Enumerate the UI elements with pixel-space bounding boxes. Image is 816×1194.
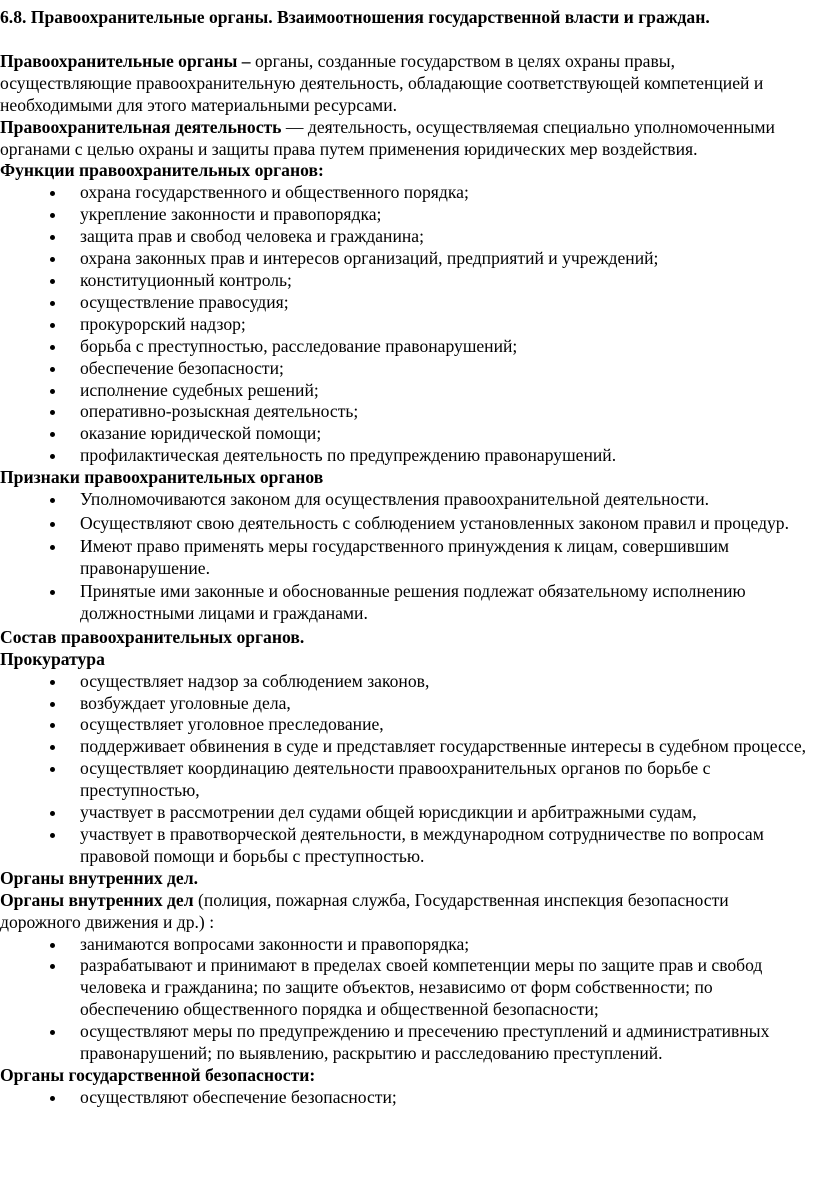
list-item — [0, 358, 808, 380]
definition-term: Правоохранительная деятельность — [0, 116, 282, 137]
bullet-icon — [50, 1096, 55, 1101]
list-item-text: поддерживает обвинения в суде и представляет государственные интересы в судебном процессе, — [80, 736, 807, 757]
list-item — [0, 934, 808, 956]
list-item — [0, 513, 808, 535]
bullet-icon — [50, 590, 55, 595]
definition-text: (полиция, пожарная служба, Государственная инспекция безопасности дорожного движения и др.) : — [0, 889, 729, 932]
functions-heading: Функции правоохранительных органов: — [0, 160, 324, 181]
list-item — [0, 714, 808, 736]
bullet-icon — [50, 1030, 55, 1035]
list-item-text: охрана законных прав и интересов организаций, предприятий и учреждений; — [80, 248, 659, 269]
signs-heading: Признаки правоохранительных органов — [0, 467, 324, 488]
list-item-text: укрепление законности и правопорядка; — [80, 204, 382, 225]
definition-term: Органы внутренних дел — [0, 889, 194, 910]
list-item-text: Имеют право применять меры государственного принуждения к лицам, совершившим правонарушение. — [80, 536, 730, 578]
list-item-text: борьба с преступностью, расследование правонарушений; — [80, 335, 518, 356]
list-item-text: Уполномочиваются законом для осуществления правоохранительной деятельности. — [80, 489, 710, 510]
state-security-heading: Органы государственной безопасности: — [0, 1064, 316, 1085]
bullet-icon — [50, 389, 55, 394]
list-item-text: осуществляет координацию деятельности правоохранительных органов по борьбе с преступностью, — [80, 758, 711, 801]
bullet-icon — [50, 213, 55, 218]
list-item-text: обеспечение безопасности; — [80, 357, 284, 378]
list-item-text: конституционный контроль; — [80, 269, 292, 290]
functions-list — [0, 182, 808, 467]
list-item-text: возбуждает уголовные дела, — [80, 692, 291, 713]
list-item — [0, 182, 808, 204]
bullet-icon — [50, 301, 55, 306]
prosecutor-list — [0, 671, 808, 868]
bullet-icon — [50, 680, 55, 685]
list-item — [0, 802, 808, 824]
composition-heading: Состав правоохранительных органов. — [0, 626, 305, 647]
list-item — [0, 445, 808, 467]
list-item-text: осуществление правосудия; — [80, 291, 289, 312]
list-item — [0, 1021, 808, 1065]
bullet-icon — [50, 522, 55, 527]
list-item — [0, 204, 808, 226]
list-item-text: участвует в правотворческой деятельности, в международном сотрудничестве по вопросам правовой помощи и борьбы с преступностью. — [80, 824, 764, 866]
list-item-text: оперативно-розыскная деятельность; — [80, 401, 359, 422]
list-item — [0, 314, 808, 336]
list-item — [0, 248, 808, 270]
list-item — [0, 581, 808, 625]
bullet-icon — [50, 545, 55, 550]
list-item-text: осуществляют обеспечение безопасности; — [80, 1086, 397, 1107]
internal-affairs-heading: Органы внутренних дел. — [0, 867, 198, 888]
list-item-text: оказание юридической помощи; — [80, 423, 322, 444]
document-page — [0, 7, 808, 1109]
list-item-text: осуществляет уголовное преследование, — [80, 714, 384, 735]
bullet-icon — [50, 367, 55, 372]
bullet-icon — [50, 723, 55, 728]
spacer — [0, 29, 808, 51]
state-security-list — [0, 1087, 808, 1109]
list-item-text: охрана государственного и общественного порядка; — [80, 182, 469, 203]
definition-term: Правоохранительные органы – — [0, 50, 251, 71]
internal-affairs-definition — [0, 890, 808, 934]
list-item-text: осуществляет надзор за соблюдением законов, — [80, 670, 430, 691]
bullet-icon — [50, 745, 55, 750]
list-item-text: занимаются вопросами законности и правопорядка; — [80, 933, 470, 954]
list-item-text: профилактическая деятельность по предупреждению правонарушений. — [80, 445, 617, 466]
bullet-icon — [50, 943, 55, 948]
list-item — [0, 693, 808, 715]
list-item — [0, 423, 808, 445]
list-item — [0, 226, 808, 248]
definition-text: органы, созданные государством в целях охраны правы, осуществляющие правоохранительную деятельность, обладающие соответствующей компетенцией и необходимыми для этого материальными ресурсами. — [0, 50, 764, 115]
bullet-icon — [50, 235, 55, 240]
list-item — [0, 671, 808, 693]
list-item — [0, 536, 808, 580]
definition-law-enforcement-activity — [0, 117, 808, 161]
definition-text: — деятельность, осуществляемая специально уполномоченными органами с целью охраны и защиты права путем применения юридических мер воздействия. — [0, 116, 775, 159]
bullet-icon — [50, 432, 55, 437]
bullet-icon — [50, 964, 55, 969]
signs-list — [0, 489, 808, 625]
list-item — [0, 292, 808, 314]
list-item — [0, 758, 808, 802]
list-item — [0, 270, 808, 292]
list-item-text: участвует в рассмотрении дел судами общей юрисдикции и арбитражными судам, — [80, 802, 697, 823]
bullet-icon — [50, 191, 55, 196]
bullet-icon — [50, 702, 55, 707]
bullet-icon — [50, 833, 55, 838]
list-item — [0, 336, 808, 358]
document-title: 6.8. Правоохранительные органы. Взаимоотношения государственной власти и граждан. — [0, 7, 710, 27]
list-item — [0, 1087, 808, 1109]
list-item — [0, 401, 808, 423]
prosecutor-heading: Прокуратура — [0, 648, 105, 669]
list-item — [0, 380, 808, 402]
internal-affairs-list — [0, 934, 808, 1065]
list-item — [0, 824, 808, 868]
bullet-icon — [50, 323, 55, 328]
bullet-icon — [50, 454, 55, 459]
bullet-icon — [50, 767, 55, 772]
bullet-icon — [50, 811, 55, 816]
bullet-icon — [50, 345, 55, 350]
definition-law-enforcement-bodies — [0, 51, 808, 117]
list-item — [0, 955, 808, 1021]
bullet-icon — [50, 410, 55, 415]
list-item-text: Принятые ими законные и обоснованные решения подлежат обязательному исполнению должностными лицами и гражданами. — [80, 581, 746, 624]
bullet-icon — [50, 279, 55, 284]
list-item-text: исполнение судебных решений; — [80, 379, 319, 400]
list-item-text: разрабатывают и принимают в пределах своей компетенции меры по защите прав и свобод человека и гражданина; по защите объектов, независимо от форм собственности; по обеспечению общественного порядка и общественной безопасности; — [80, 955, 763, 1020]
list-item — [0, 736, 808, 758]
list-item-text: прокурорский надзор; — [80, 313, 246, 334]
list-item — [0, 489, 808, 511]
bullet-icon — [50, 257, 55, 262]
list-item-text: защита прав и свобод человека и гражданина; — [80, 226, 424, 247]
bullet-icon — [50, 498, 55, 503]
list-item-text: Осуществляют свою деятельность с соблюдением установленных законом правил и процедур. — [80, 512, 790, 533]
list-item-text: осуществляют меры по предупреждению и пресечению преступлений и административных правонарушений; по выявлению, раскрытию и расследованию преступлений. — [80, 1021, 770, 1064]
